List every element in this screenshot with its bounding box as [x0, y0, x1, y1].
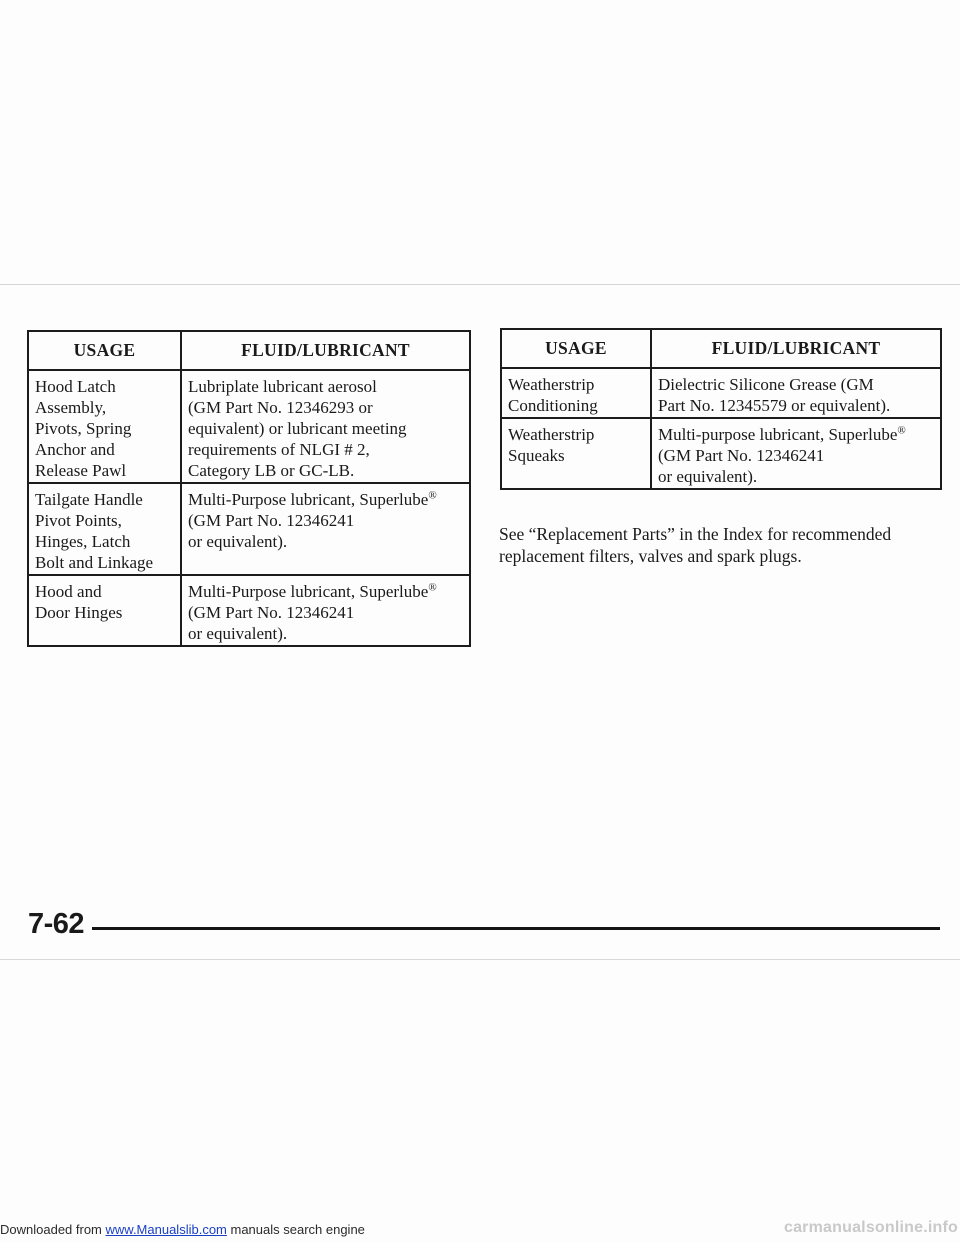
fluid-text: Multi-Purpose lubricant, Superlube: [188, 582, 429, 601]
banner-suffix: manuals search engine: [226, 1222, 365, 1237]
usage-header: USAGE: [28, 331, 181, 370]
table-row: [501, 418, 941, 489]
usage-cell: Hood Latch Assembly, Pivots, Spring Anchor and Release Pawl: [28, 370, 181, 483]
usage-cell: Weatherstrip Conditioning: [501, 368, 651, 418]
replacement-parts-note: See “Replacement Parts” in the Index for recommended replacement filters, valves and spark plugs.: [499, 523, 892, 566]
table-header-row: [28, 331, 470, 370]
registered-mark: ®: [428, 489, 437, 502]
fluid-part-number: (GM Part No. 12346241 or equivalent).: [188, 603, 355, 643]
fluid-cell: [651, 418, 941, 489]
banner-prefix: Downloaded from: [0, 1222, 106, 1237]
table-row: [28, 575, 470, 646]
usage-cell: Tailgate Handle Pivot Points, Hinges, Latch Bolt and Linkage: [28, 483, 181, 575]
watermark-logo: carmanualsonline.info: [783, 1219, 958, 1236]
download-banner: [0, 1222, 365, 1237]
fluid-cell: [181, 575, 470, 646]
footer-divider: [92, 927, 940, 930]
fluid-part-number: (GM Part No. 12346241 or equivalent).: [658, 446, 825, 486]
table-row: [28, 483, 470, 575]
fluid-part-number: (GM Part No. 12346241 or equivalent).: [188, 511, 355, 551]
top-divider: [0, 284, 960, 285]
usage-cell: Hood and Door Hinges: [28, 575, 181, 646]
lubricant-table-right: [500, 328, 942, 490]
table-row: [501, 368, 941, 418]
page-number: 7-62: [28, 908, 85, 940]
fluid-lubricant-header: FLUID/LUBRICANT: [181, 331, 470, 370]
usage-header: USAGE: [501, 329, 651, 368]
fluid-cell: Lubriplate lubricant aerosol (GM Part No. 12346293 or equivalent) or lubricant meeting requirements of NLGI # 2, Category LB or GC-LB.: [181, 370, 470, 483]
bottom-divider: [0, 959, 960, 960]
manualslib-link[interactable]: www.Manualslib.com: [105, 1222, 227, 1237]
fluid-cell: [181, 483, 470, 575]
lubricant-table-left: [27, 330, 471, 647]
registered-mark: ®: [897, 424, 906, 437]
fluid-text: Multi-purpose lubricant, Superlube: [658, 425, 898, 444]
usage-cell: Weatherstrip Squeaks: [501, 418, 651, 489]
registered-mark: ®: [428, 581, 437, 594]
table-header-row: [501, 329, 941, 368]
fluid-lubricant-header: FLUID/LUBRICANT: [651, 329, 941, 368]
fluid-cell: Dielectric Silicone Grease (GM Part No. 12345579 or equivalent).: [651, 368, 941, 418]
table-row: [28, 370, 470, 483]
fluid-text: Multi-Purpose lubricant, Superlube: [188, 490, 429, 509]
